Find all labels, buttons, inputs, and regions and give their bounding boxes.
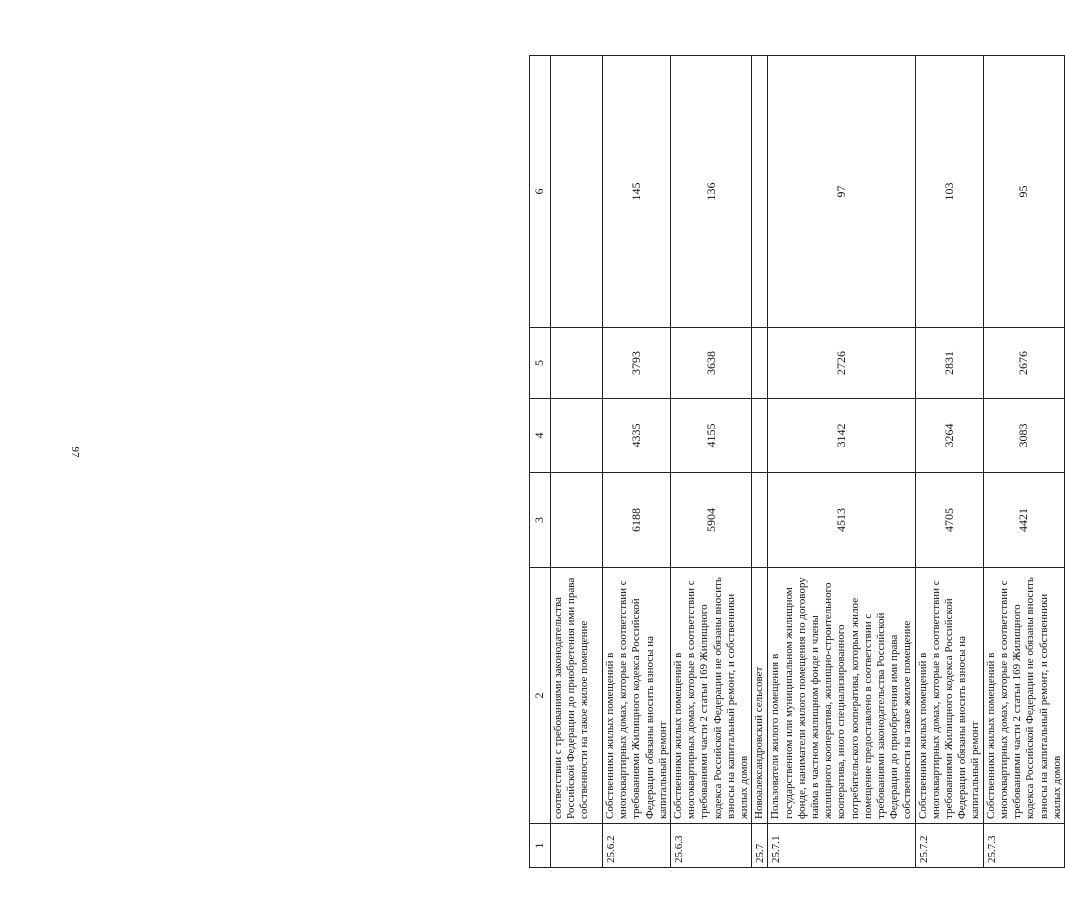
row-description: Собственники жилых помещений в многоквартирных домах, которые в соответствии с требованиями Жилищного кодекса Российской Федерации обязаны вносить взносы на капитальный ремонт — [915, 568, 983, 824]
row-code: 25.6.2 — [603, 824, 671, 868]
column-header-5: 5 — [530, 328, 551, 399]
value-col-4: 3142 — [768, 399, 915, 473]
value-col-3: 5904 — [671, 473, 752, 568]
table-row — [915, 56, 983, 868]
row-description: соответствии с требованиями законодательства Российской Федерации до приобретения ими права собственности на такое жилое помещение — [551, 568, 603, 824]
value-col-5: 2726 — [768, 328, 915, 399]
row-code: 25.7.1 — [768, 824, 915, 868]
row-code: 25.7 — [752, 824, 768, 868]
value-col-4: 4335 — [603, 399, 671, 473]
row-description: Новоалександровский сельсовет — [752, 568, 768, 824]
value-col-4: 3083 — [983, 399, 1064, 473]
row-code: 25.7.3 — [983, 824, 1064, 868]
value-col-5: 2676 — [983, 328, 1064, 399]
table-row — [551, 56, 603, 868]
value-col-4: 3264 — [915, 399, 983, 473]
table-row — [671, 56, 752, 868]
row-code — [551, 824, 603, 868]
column-header-6: 6 — [530, 56, 551, 328]
value-col-5 — [752, 328, 768, 399]
column-header-3: 3 — [530, 473, 551, 568]
value-col-3 — [551, 473, 603, 568]
header-row — [530, 56, 551, 868]
value-col-3: 4705 — [915, 473, 983, 568]
column-header-2: 2 — [530, 568, 551, 824]
table-row — [603, 56, 671, 868]
row-description: Собственники жилых помещений в многоквартирных домах, которые в соответствии с требованиями части 2 статьи 169 Жилищного кодекса Российской Федерации не обязаны вносить взносы на капитальный ремонт, и собственники жилых домов — [983, 568, 1064, 824]
rotated-table-container — [529, 56, 1063, 868]
value-col-5 — [551, 328, 603, 399]
value-col-5: 3638 — [671, 328, 752, 399]
tariff-table — [529, 55, 1065, 868]
row-code: 25.6.3 — [671, 824, 752, 868]
value-col-4: 4155 — [671, 399, 752, 473]
value-col-3 — [752, 473, 768, 568]
value-col-4 — [752, 399, 768, 473]
page-number: 97 — [69, 446, 81, 458]
value-col-6: 95 — [983, 56, 1064, 328]
table-row — [983, 56, 1064, 868]
value-col-6: 145 — [603, 56, 671, 328]
row-code: 25.7.2 — [915, 824, 983, 868]
value-col-3: 4513 — [768, 473, 915, 568]
value-col-5: 2831 — [915, 328, 983, 399]
value-col-3: 4421 — [983, 473, 1064, 568]
value-col-5: 3793 — [603, 328, 671, 399]
value-col-6: 97 — [768, 56, 915, 328]
row-description: Собственники жилых помещений в многоквартирных домах, которые в соответствии с требованиями Жилищного кодекса Российской Федерации обязаны вносить взносы на капитальный ремонт — [603, 568, 671, 824]
value-col-6 — [752, 56, 768, 328]
value-col-3: 6188 — [603, 473, 671, 568]
column-header-4: 4 — [530, 399, 551, 473]
row-description: Пользователи жилого помещения в государственном или муниципальном жилищном фонде, наниматели жилого помещения по договору найма в частном жилищном фонде и члены жилищного кооператива, жилищно-строительного кооператива, иного специализированного потребительского кооператива, которым жилое помещение предоставлено в соответствии с требованиями законодательства Российской Федерации до приобретения ими права собственности на такое жилое помещение — [768, 568, 915, 824]
table-row — [752, 56, 768, 868]
row-description: Собственники жилых помещений в многоквартирных домах, которые в соответствии с требованиями части 2 статьи 169 Жилищного кодекса Российской Федерации не обязаны вносить взносы на капитальный ремонт, и собственники жилых домов — [671, 568, 752, 824]
value-col-4 — [551, 399, 603, 473]
value-col-6: 136 — [671, 56, 752, 328]
table-row — [768, 56, 915, 868]
value-col-6: 103 — [915, 56, 983, 328]
value-col-6 — [551, 56, 603, 328]
column-header-1: 1 — [530, 824, 551, 868]
